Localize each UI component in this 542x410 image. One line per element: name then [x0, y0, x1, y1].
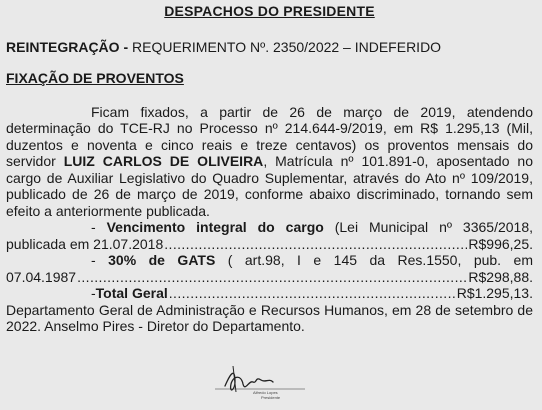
closing-paragraph: Departamento Geral de Administração e Recursos Humanos, em 28 de setembro de 2022. Anselmo Pires - Diretor do Departamento.	[6, 301, 533, 334]
total-value: R$1.295,13.	[456, 285, 533, 301]
vencimento-dash: -	[91, 219, 107, 235]
signature-image	[205, 362, 315, 402]
paragraph-part2: , Matrícula nº 101.891-0, aposentado no cargo de Auxiliar Legislativo do Quadro Suplementar, através do Ato nº 109/2019, publicado de 26 de março de 2019, conforme abaixo discriminado, tornando sem efeito a anteriormente publicada.	[6, 153, 534, 219]
gats-dash: -	[91, 252, 109, 268]
servidor-name: LUIZ CARLOS DE OLIVEIRA	[63, 153, 264, 169]
gats-label: 30% de GATS	[108, 252, 216, 268]
dot-leader	[169, 285, 456, 302]
page-title: DESPACHOS DO PRESIDENTE	[164, 3, 375, 19]
vencimento-value: R$996,25.	[468, 235, 533, 252]
vencimento-label: Vencimento integral do cargo	[106, 219, 324, 235]
total-label: Total Geral	[95, 285, 168, 301]
signature-title-text: Presidente	[261, 395, 281, 400]
reintegracao-label: REINTEGRAÇÃO -	[6, 38, 129, 55]
vencimento-line1	[6, 219, 533, 236]
dot-leader	[77, 269, 467, 286]
gats-item	[6, 252, 533, 285]
gats-line1	[6, 252, 533, 269]
gats-line2	[6, 269, 533, 286]
signature-name-text: Alfredo Lopes	[253, 390, 278, 395]
vencimento-detail1: (Lei Municipal nº 3365/2018,	[323, 219, 533, 235]
reintegracao-line	[6, 39, 533, 56]
dot-leader	[164, 236, 467, 253]
vencimento-item	[6, 219, 533, 252]
fixacao-heading: FIXAÇÃO DE PROVENTOS	[6, 70, 184, 86]
gats-value: R$298,88.	[468, 268, 533, 285]
total-dash: -	[91, 285, 96, 301]
total-geral-line	[6, 285, 533, 302]
vencimento-detail2: publicada em 21.07.2018	[6, 235, 164, 252]
reintegracao-text: REQUERIMENTO Nº. 2350/2022 – INDEFERIDO	[132, 38, 442, 55]
main-paragraph	[6, 104, 533, 220]
gats-detail2: 07.04.1987	[6, 268, 77, 285]
vencimento-line2	[6, 236, 533, 253]
paragraph-part1: Ficam fixados, a partir de 26 de março de 2019, atendendo determinação do TCE-RJ no Processo nº 214.644-9/2019, em R$ 1.295,13 (Mil, duzentos e noventa e cinco reais e treze centavos) os proventos mensais do servidor	[6, 103, 533, 169]
gats-detail1: ( art.98, I e 145 da Res.1550, pub. em	[215, 252, 533, 268]
